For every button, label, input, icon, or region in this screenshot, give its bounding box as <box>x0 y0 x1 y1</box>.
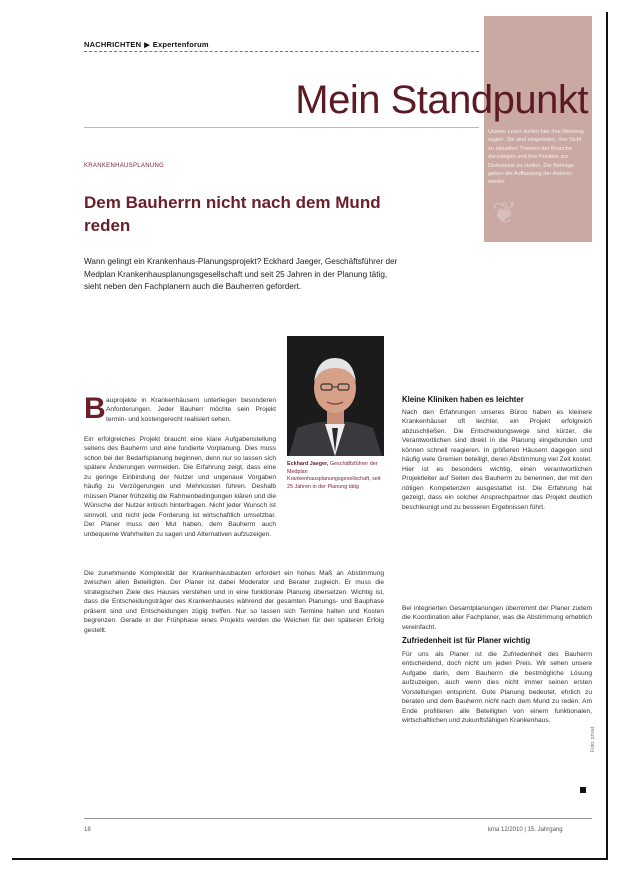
end-mark <box>580 787 586 793</box>
caption-text: Geschäftsführer der Medplan Krankenhausplanungsgesellschaft, seit 25 Jahren in der Planung tätig <box>287 461 381 490</box>
sidebar-watermark: ❦ <box>492 197 518 230</box>
section-header <box>84 40 209 49</box>
body-text-3: Die zunehmende Komplexität der Krankenhausbauten erfordert ein hohes Maß an Abstimmung zwischen allen Beteiligten. Der Planer ist dabei Moderator und Berater zugleich. Er muss die strategischen Ziele des Hauses verstehen und in eine funktionale Planung übersetzen. Wichtig ist, dass die Entscheidungsträger des Krankenhauses während der gesamten Planungs- und Bauphase präsent sind und Entscheidungen zügig treffen. Nur so lassen sich Termine halten und Kosten begrenzen. Gerade in der Frühphase eines Projekts werden die Weichen für den späteren Erfolg gestellt. <box>84 570 384 634</box>
subheading-2: Zufriedenheit ist für Planer wichtig <box>402 636 531 645</box>
body-text-5: Bei integrierten Gesamtplanungen übernimmt der Planer zudem die Koordination aller Fachplaner, was die Abstimmung erheblich vereinfacht. <box>402 605 592 631</box>
body-text-2: Ein erfolgreiches Projekt braucht eine klare Aufgabenstellung seitens des Bauherrn und eine fundierte Vorplanung. Dies muss schon bei der Bedarfsplanung beginnen, denn nur so lassen sich spätere Änderungen vermeiden. Die Erfahrung zeigt, dass eine zu geringe Einbindung der Nutzer und ungenaue Vorgaben häufig zu Verzögerungen und Mehrkosten führen. Deshalb müssen Planer frühzeitig die Rahmenbedingungen klären und die Wünsche der Nutzer kritisch hinterfragen. Nicht jeder Wunsch ist sinnvoll, und nicht jede Forderung ist wirtschaftlich umsetzbar. Der Planer muss den Mut haben, dem Bauherrn auch unbequeme Wahrheiten zu sagen und Alternativen aufzuzeigen. <box>84 436 276 538</box>
sidebar-text: Unsere Leser dürfen hier ihre Meinung sagen. Sie sind eingeladen, ihre Sicht zu aktuellen Themen der Branche darzulegen und ihre Position zur Diskussion zu stellen. Die Beiträge geben die Auffassung der Autoren wieder. <box>488 129 584 186</box>
column-title: Mein Standpunkt <box>295 78 588 122</box>
subheading-1: Kleine Kliniken haben es leichter <box>402 395 524 404</box>
section-label: NACHRICHTEN <box>84 40 142 49</box>
footer-rule <box>84 818 592 819</box>
photo-credit: Foto: privat <box>590 726 596 752</box>
lead-paragraph: Wann gelingt ein Krankenhaus-Planungsprojekt? Eckhard Jaeger, Geschäftsführer der Medplan Krankenhausplanungsgesellschaft und seit 25 Jahren in der Planung tätig, sieht neben den Fachplanern auch die Bauherren gefordert. <box>84 257 398 291</box>
caption-name: Eckhard Jaeger, <box>287 461 329 467</box>
photo-caption <box>287 461 384 491</box>
subsection-label: Expertenforum <box>152 40 209 49</box>
kicker: KRANKENHAUSPLANUNG <box>84 163 165 169</box>
author-photo <box>287 336 384 456</box>
page-number: 18 <box>84 827 91 833</box>
body-text-6: Für uns als Planer ist die Zufriedenheit des Bauherrn entscheidend, doch nicht um jeden Preis. Wir sehen unsere Aufgabe darin, dem Bauherrn die bestmögliche Lösung aufzuzeigen, auch wenn dies nicht immer seinen ersten Vorstellungen entspricht. Gute Planung bedeutet, ehrlich zu beraten und dem Bauherrn nicht nach dem Mund zu reden. Am Ende profitieren alle Beteiligten von einem funktionalen, wirtschaftlichen und zukunftsfähigen Krankenhaus. <box>402 651 592 725</box>
body-text-1: auprojekte in Krankenhäusern unterliegen besonderen Anforderungen. Jeder Bauherr möchte sein Projekt termin- und kostengerecht realisiert sehen. <box>106 397 276 423</box>
headline: Dem Bauherrn nicht nach dem Mund reden <box>84 193 381 235</box>
issue-info: kma 12/2010 | 15. Jahrgang <box>488 827 563 833</box>
header-rule <box>84 51 479 52</box>
drop-cap: B <box>84 392 106 425</box>
portrait-image <box>287 336 384 456</box>
body-text-4: Nach den Erfahrungen unseres Büros haben es kleinere Krankenhäuser oft leichter, ein Projekt erfolgreich abzuschließen. Die Entscheidungswege sind kürzer, die Verantwortlichen sind direkt in die Planung eingebunden und können schnell reagieren. In größeren Häusern dagegen sind häufig viele Gremien beteiligt, deren Abstimmung viel Zeit kostet. Hier ist es besonders wichtig, einen verantwortlichen Projektleiter auf Seiten des Bauherrn zu benennen, der mit den nötigen Kompetenzen ausgestattet ist. Die Erfahrung hat gezeigt, dass ein solcher Ansprechpartner das Projekt deutlich beschleunigt und zu besseren Ergebnissen führt. <box>402 409 592 511</box>
triangle-right-icon: ▶ <box>144 42 150 49</box>
title-rule <box>84 127 479 128</box>
